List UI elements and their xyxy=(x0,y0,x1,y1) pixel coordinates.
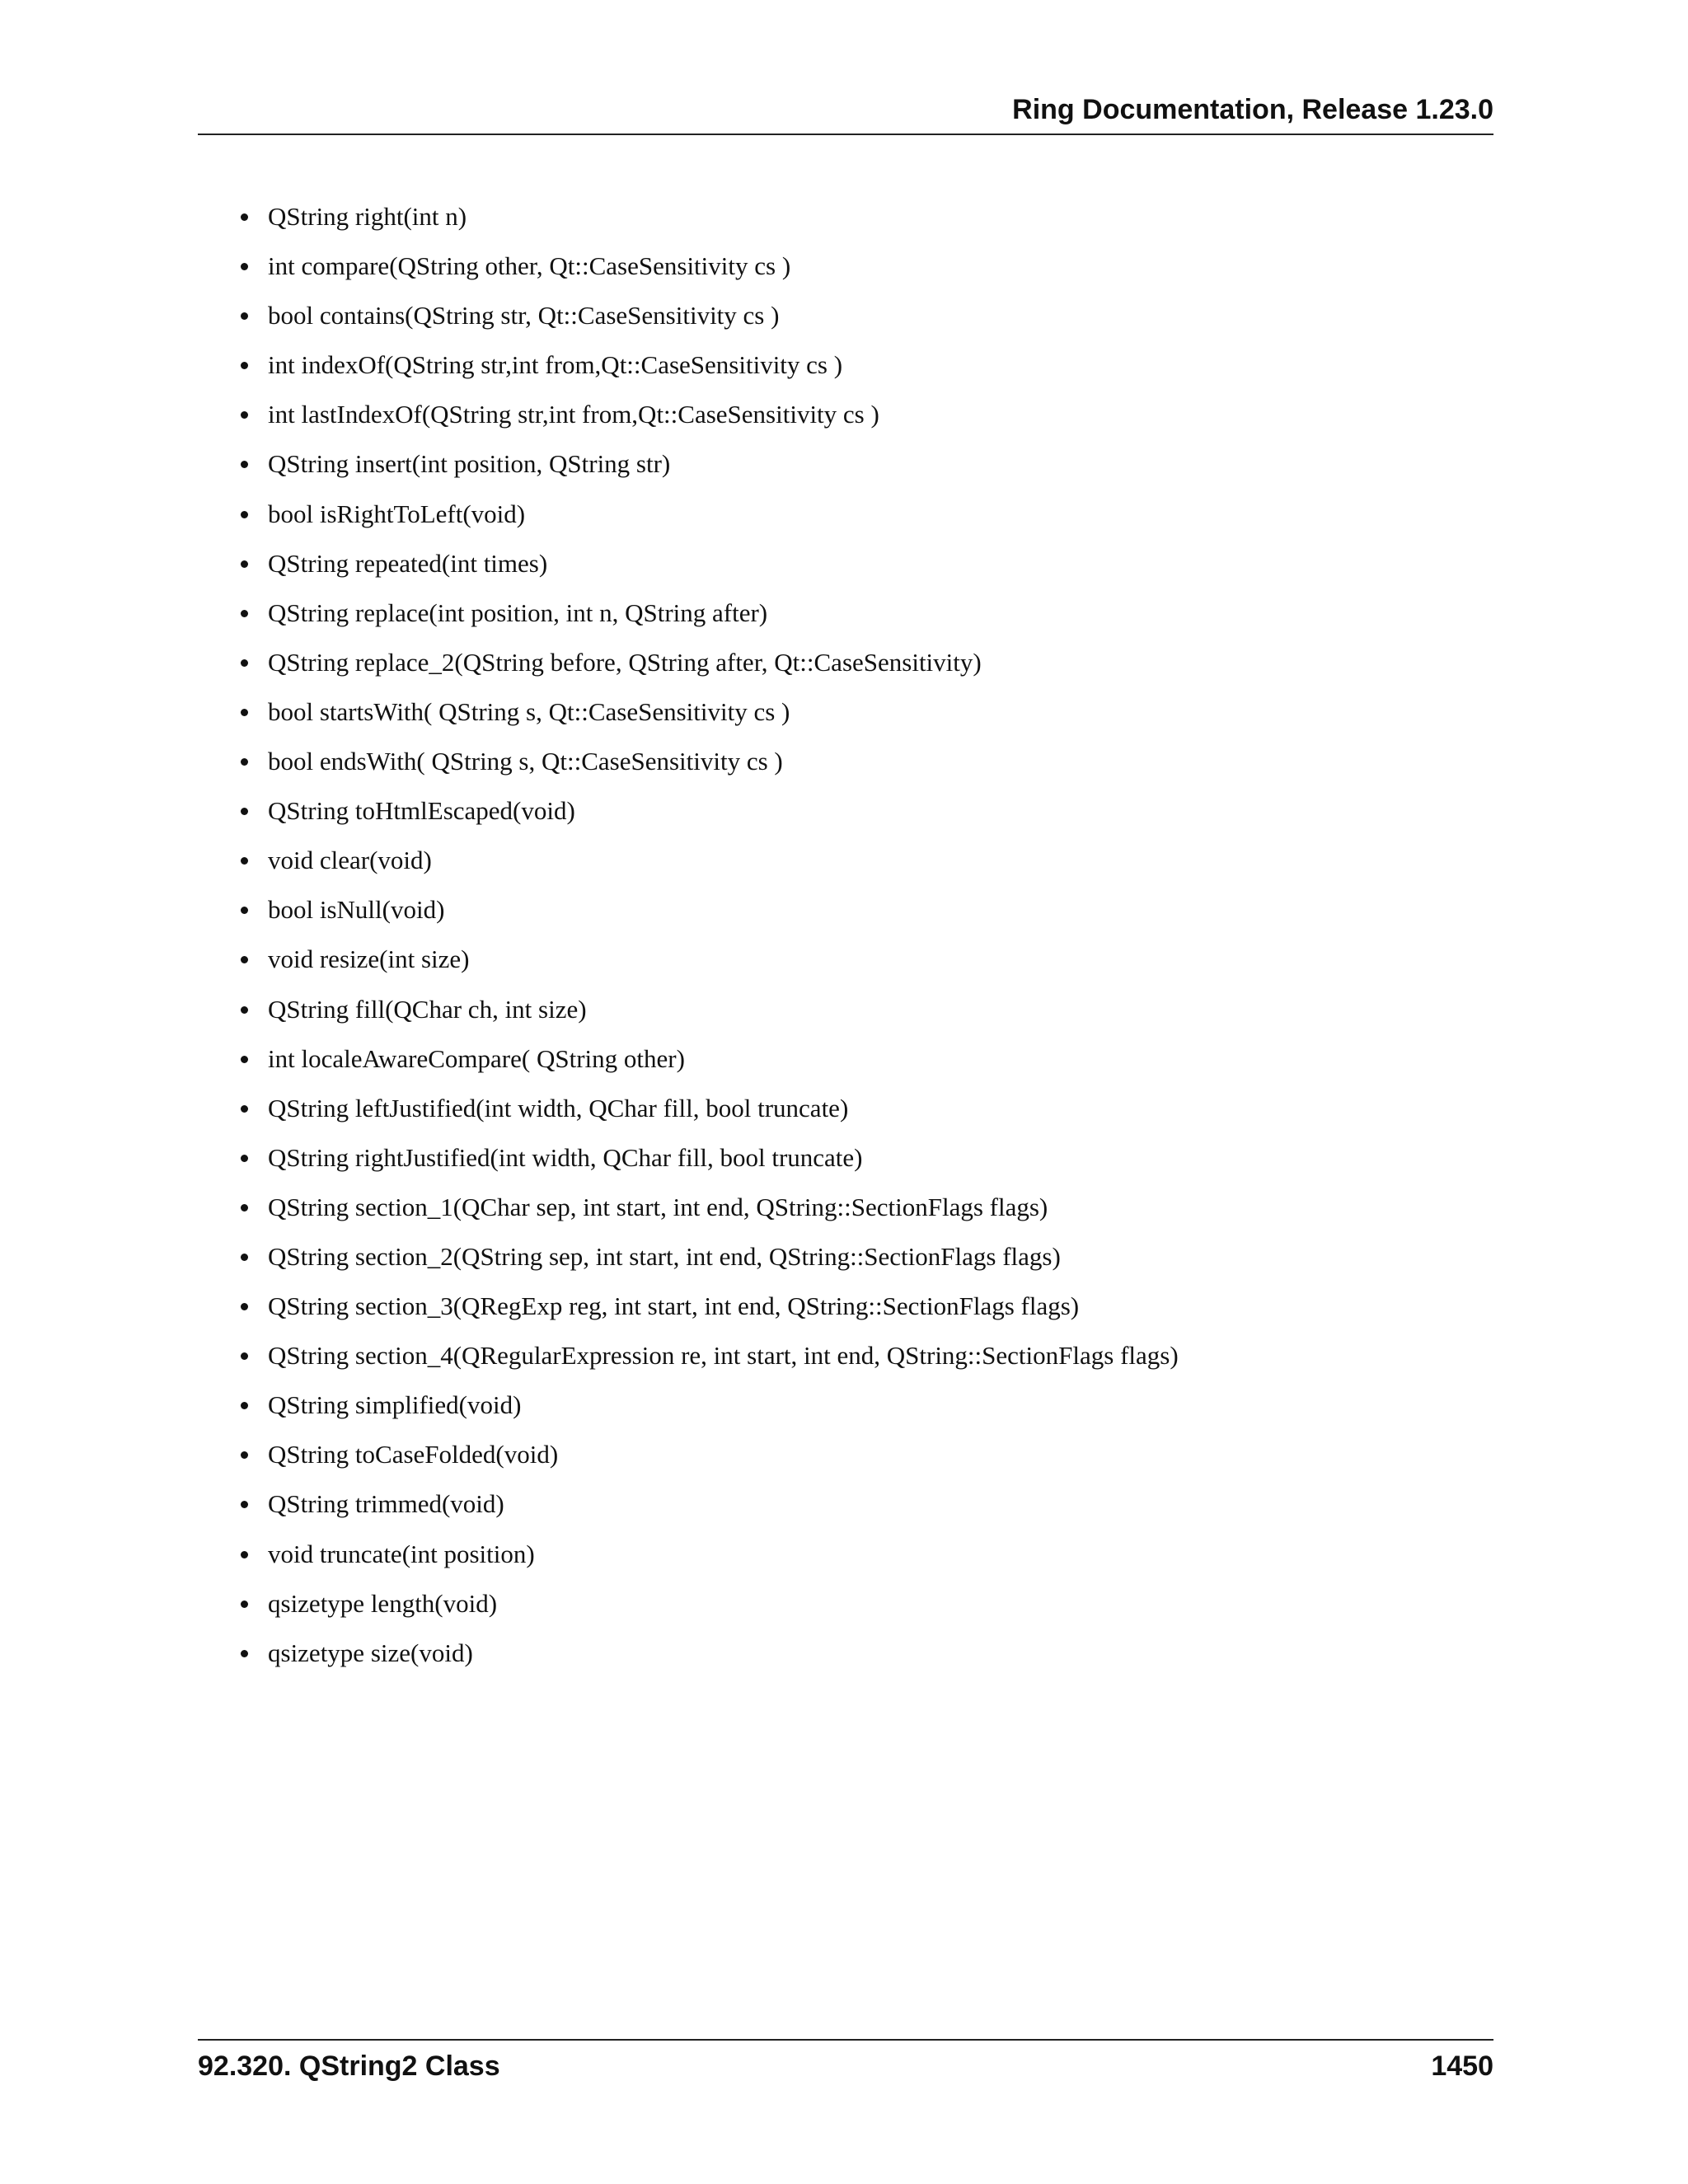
bullet-icon xyxy=(241,808,248,815)
method-signature: bool isRightToLeft(void) xyxy=(268,499,526,528)
method-item xyxy=(241,295,1179,344)
method-item xyxy=(241,1483,1179,1533)
bullet-icon xyxy=(241,560,248,568)
bullet-icon xyxy=(241,1303,248,1310)
page-footer xyxy=(198,2039,1493,2090)
bullet-icon xyxy=(241,1501,248,1508)
section-title: 92.320. QString2 Class xyxy=(198,2050,500,2082)
method-signature: QString replace_2(QString before, QString after, Qt::CaseSensitivity) xyxy=(268,647,982,677)
method-signature: bool endsWith( QString s, Qt::CaseSensitivity cs ) xyxy=(268,747,783,776)
method-signature: qsizetype length(void) xyxy=(268,1588,498,1618)
method-item xyxy=(241,741,1179,790)
bullet-icon xyxy=(241,263,248,270)
method-signature: qsizetype size(void) xyxy=(268,1638,473,1667)
method-signature: void clear(void) xyxy=(268,846,432,875)
method-signature: QString fill(QChar ch, int size) xyxy=(268,994,587,1024)
bullet-icon xyxy=(241,1006,248,1014)
method-item xyxy=(241,1583,1179,1633)
bullet-icon xyxy=(241,610,248,617)
method-signature: QString trimmed(void) xyxy=(268,1489,504,1519)
method-signature: QString section_4(QRegularExpression re, int start, int end, QString::SectionFlags flags) xyxy=(268,1341,1179,1371)
bullet-icon xyxy=(241,1402,248,1409)
method-signature: QString toCaseFolded(void) xyxy=(268,1440,559,1469)
method-signature: int compare(QString other, Qt::CaseSensitivity cs ) xyxy=(268,251,791,281)
bullet-icon xyxy=(241,411,248,419)
bullet-icon xyxy=(241,1155,248,1162)
bullet-icon xyxy=(241,1254,248,1261)
method-signature: void resize(int size) xyxy=(268,944,470,974)
method-signature: QString insert(int position, QString str) xyxy=(268,449,671,479)
method-item xyxy=(241,1534,1179,1583)
method-signature: QString right(int n) xyxy=(268,202,467,231)
method-signature: int lastIndexOf(QString str,int from,Qt::CaseSensitivity cs ) xyxy=(268,400,879,429)
bullet-icon xyxy=(241,907,248,914)
document-title: Ring Documentation, Release 1.23.0 xyxy=(1012,94,1493,125)
method-signature: QString section_2(QString sep, int start, int end, QString::SectionFlags flags) xyxy=(268,1241,1061,1271)
method-item xyxy=(241,1187,1179,1236)
method-item xyxy=(241,394,1179,443)
method-item xyxy=(241,889,1179,939)
method-signature: int localeAwareCompare( QString other) xyxy=(268,1043,685,1073)
method-signature: QString repeated(int times) xyxy=(268,548,548,578)
method-item xyxy=(241,1286,1179,1335)
method-item xyxy=(241,1038,1179,1088)
method-item xyxy=(241,1137,1179,1187)
method-item xyxy=(241,246,1179,295)
method-item xyxy=(241,939,1179,988)
method-item xyxy=(241,840,1179,889)
bullet-icon xyxy=(241,362,248,369)
method-signature: QString simplified(void) xyxy=(268,1390,522,1420)
method-item xyxy=(241,344,1179,394)
bullet-icon xyxy=(241,1352,248,1360)
bullet-icon xyxy=(241,213,248,221)
method-list xyxy=(241,196,1179,1682)
bullet-icon xyxy=(241,659,248,667)
method-signature: bool contains(QString str, Qt::CaseSensitivity cs ) xyxy=(268,301,780,330)
method-item xyxy=(241,593,1179,642)
method-item xyxy=(241,543,1179,593)
bullet-icon xyxy=(241,1601,248,1608)
bullet-icon xyxy=(241,461,248,468)
bullet-icon xyxy=(241,1451,248,1459)
page-header xyxy=(198,89,1493,135)
bullet-icon xyxy=(241,312,248,320)
bullet-icon xyxy=(241,1650,248,1657)
method-signature: void truncate(int position) xyxy=(268,1539,535,1568)
method-signature: bool startsWith( QString s, Qt::CaseSensitivity cs ) xyxy=(268,696,790,726)
method-item xyxy=(241,443,1179,493)
method-item xyxy=(241,989,1179,1038)
method-item xyxy=(241,1434,1179,1483)
bullet-icon xyxy=(241,709,248,716)
method-signature: bool isNull(void) xyxy=(268,895,445,925)
method-item xyxy=(241,1385,1179,1434)
method-item xyxy=(241,494,1179,543)
page-number: 1450 xyxy=(1431,2050,1493,2082)
bullet-icon xyxy=(241,857,248,865)
bullet-icon xyxy=(241,1204,248,1212)
method-signature: int indexOf(QString str,int from,Qt::CaseSensitivity cs ) xyxy=(268,350,843,380)
method-signature: QString section_3(QRegExp reg, int start, int end, QString::SectionFlags flags) xyxy=(268,1291,1080,1321)
method-signature: QString replace(int position, int n, QString after) xyxy=(268,598,768,627)
method-signature: QString leftJustified(int width, QChar fill, bool truncate) xyxy=(268,1093,849,1122)
bullet-icon xyxy=(241,758,248,766)
bullet-icon xyxy=(241,1056,248,1063)
method-item xyxy=(241,1236,1179,1286)
method-item xyxy=(241,1088,1179,1137)
bullet-icon xyxy=(241,511,248,518)
method-item xyxy=(241,790,1179,840)
method-signature: QString toHtmlEscaped(void) xyxy=(268,796,575,826)
method-signature: QString rightJustified(int width, QChar fill, bool truncate) xyxy=(268,1142,863,1172)
bullet-icon xyxy=(241,1105,248,1113)
method-signature: QString section_1(QChar sep, int start, int end, QString::SectionFlags flags) xyxy=(268,1192,1048,1221)
bullet-icon xyxy=(241,1551,248,1558)
method-item xyxy=(241,1335,1179,1385)
method-item xyxy=(241,642,1179,691)
method-item xyxy=(241,1633,1179,1682)
method-item xyxy=(241,196,1179,246)
bullet-icon xyxy=(241,956,248,963)
method-item xyxy=(241,691,1179,741)
